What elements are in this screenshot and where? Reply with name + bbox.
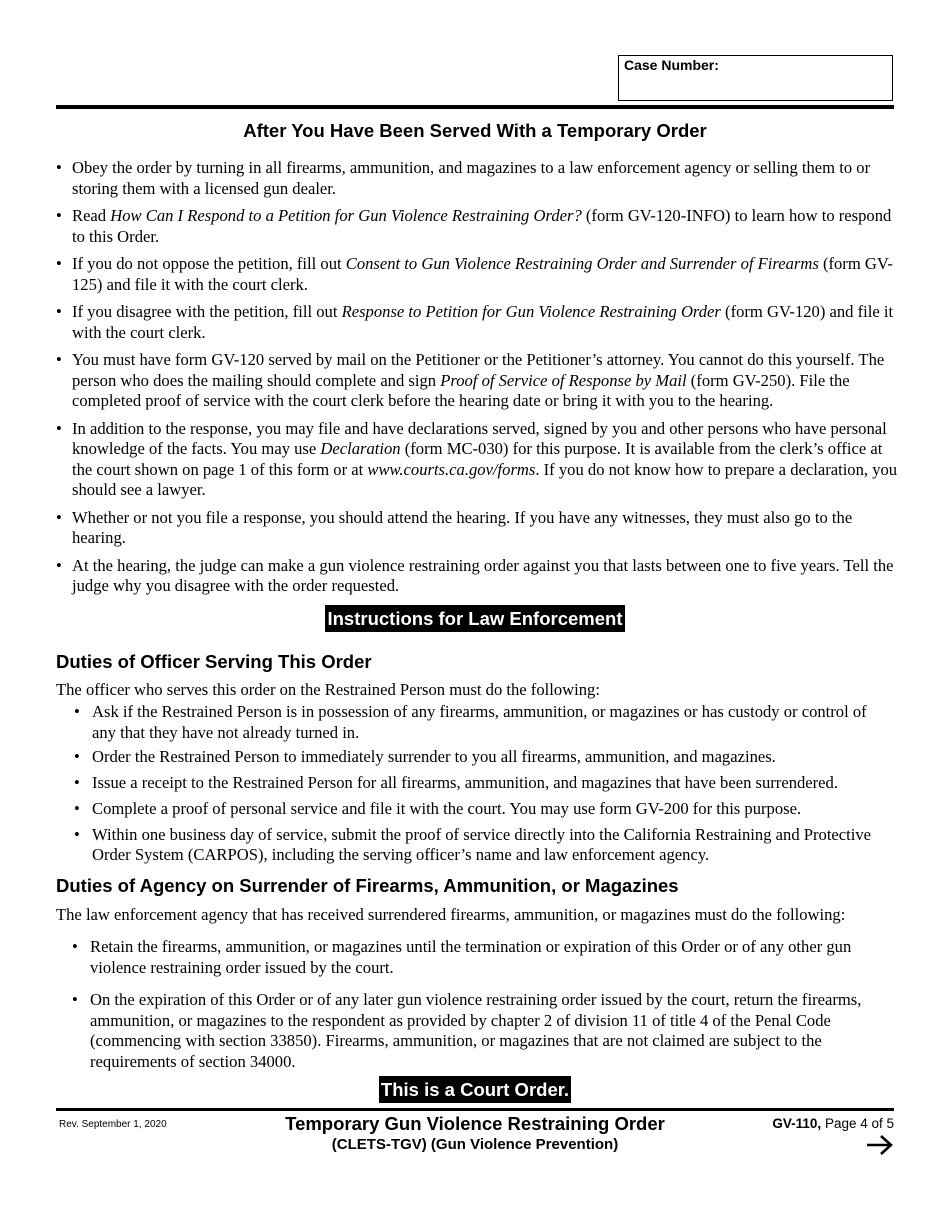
bullet-dot: • <box>74 772 80 792</box>
agency-duties-intro: The law enforcement agency that has received surrendered firearms, ammunition, or magazines must do the following: <box>56 905 846 924</box>
header-rule <box>56 105 894 109</box>
revision-date: Rev. September 1, 2020 <box>59 1119 167 1130</box>
served-bullet-item <box>56 206 901 247</box>
bullet-text: Issue a receipt to the Restrained Person for all firearms, ammunition, and magazines that have been surrendered. <box>92 772 838 792</box>
form-title-reference: www.courts.ca.gov/forms <box>367 459 536 479</box>
bullet-dot: • <box>56 418 62 438</box>
agency-duty-item <box>72 990 892 1072</box>
bullet-text: At the hearing, the judge can make a gun violence restraining order against you that lasts between one to five years. Tell the judge why you disagree with the order requested. <box>72 555 894 595</box>
bullet-text: Order the Restrained Person to immediately surrender to you all firearms, ammunition, and magazines. <box>92 747 776 766</box>
bullet-dot: • <box>74 824 80 844</box>
bullet-text: You must have form GV-120 served by mail on the Petitioner or the Petitioner’s attorney. You cannot do this yourself. The person who does the mailing should complete and sign <box>72 350 885 390</box>
bullet-text: . If you do not know how to prepare a declaration, you should see a lawyer. <box>72 459 898 499</box>
bullet-text: (form MC-030) for this purpose. It is available from the clerk’s office at the court shown on page 1 of this form or at <box>72 439 883 479</box>
served-bullet-item <box>56 419 901 501</box>
officer-duties-title: Duties of Officer Serving This Order <box>56 651 372 672</box>
form-title: Temporary Gun Violence Restraining Order <box>285 1113 665 1134</box>
bullet-dot: • <box>56 206 62 225</box>
served-bullet-item <box>56 302 901 343</box>
bullet-dot: • <box>56 254 62 273</box>
served-bullet-item <box>56 254 901 295</box>
officer-duty-item <box>74 773 894 794</box>
court-order-banner <box>0 1076 950 1103</box>
case-number-label: Case Number: <box>624 57 719 73</box>
bullet-text: If you disagree with the petition, fill out <box>72 302 342 321</box>
footer-rule <box>56 1108 894 1111</box>
bullet-text: Whether or not you file a response, you should attend the hearing. If you have any witnesses, they must also go to the hearing. <box>72 507 853 547</box>
form-title-reference: Response to Petition for Gun Violence Restraining Order <box>341 302 721 321</box>
form-id: GV-110, <box>772 1116 822 1131</box>
officer-duty-item <box>74 702 894 743</box>
bullet-dot: • <box>72 990 78 1009</box>
bullet-text: On the expiration of this Order or of any later gun violence restraining order issued by the court, return the firearms, ammunition, or magazines to the respondent as provided by chapter 2 of division 11 of title 4 of the Penal Code (commencing with section 33850). Firearms, ammunition, or magazines that are not claimed are subject to the requirements of section 34000. <box>90 990 862 1071</box>
bullet-dot: • <box>56 350 62 369</box>
served-section-title: After You Have Been Served With a Temporary Order <box>243 120 707 141</box>
bullet-text: In addition to the response, you may file and have declarations served, signed by you and other persons who have personal knowledge of the facts. You may use <box>72 418 887 458</box>
agency-bullet-list <box>72 937 892 1072</box>
served-bullet-item <box>56 350 901 412</box>
bullet-text: Read <box>72 206 111 225</box>
bullet-dot: • <box>56 158 62 177</box>
court-order-banner-text: This is a Court Order. <box>379 1076 571 1103</box>
page-number: Page 4 of 5 <box>821 1116 894 1131</box>
served-bullet-item <box>56 508 901 549</box>
case-number-box[interactable] <box>618 55 893 101</box>
form-title-reference: Proof of Service of Response by Mail <box>440 370 687 390</box>
bullet-dot: • <box>74 799 80 818</box>
bullet-text: Ask if the Restrained Person is in possession of any firearms, ammunition, or magazines or has custody or control of any that they have not already turned in. <box>92 702 867 742</box>
bullet-text: (form GV-250). File the completed proof of service with the court clerk before the hearing date or bring it with you to the hearing. <box>72 370 850 410</box>
form-title-reference: Declaration <box>320 439 401 458</box>
bullet-dot: • <box>74 702 80 721</box>
officer-duty-item <box>74 747 894 768</box>
bullet-text: (form GV-120-INFO) to learn how to respond to this Order. <box>72 206 892 246</box>
agency-duty-item <box>72 937 892 978</box>
bullet-dot: • <box>72 937 78 956</box>
bullet-text: Obey the order by turning in all firearms, ammunition, and magazines to a law enforcement agency or selling them to or storing them with a licensed gun dealer. <box>72 158 871 198</box>
form-title-reference: How Can I Respond to a Petition for Gun Violence Restraining Order? <box>110 206 582 225</box>
bullet-text: If you do not oppose the petition, fill out <box>72 254 346 273</box>
served-bullet-item <box>56 158 901 199</box>
agency-duties-title: Duties of Agency on Surrender of Firearms, Ammunition, or Magazines <box>56 875 679 896</box>
right-arrow-icon[interactable] <box>866 1134 894 1156</box>
officer-bullet-list <box>74 702 894 866</box>
bullet-text: (form GV-120) and file it with the court clerk. <box>72 302 894 342</box>
officer-duty-item <box>74 825 894 866</box>
officer-duties-intro: The officer who serves this order on the Restrained Person must do the following: <box>56 680 600 699</box>
page-indicator <box>772 1116 894 1131</box>
bullet-text: Within one business day of service, submit the proof of service directly into the California Restraining and Protective Order System (CARPOS), including the serving officer’s name and law enforcement agency. <box>92 824 872 864</box>
served-bullet-item <box>56 556 901 597</box>
bullet-dot: • <box>56 555 62 575</box>
bullet-dot: • <box>56 507 62 527</box>
bullet-dot: • <box>74 747 80 766</box>
bullet-text: Retain the firearms, ammunition, or magazines until the termination or expiration of this Order or of any other gun violence restraining order issued by the court. <box>90 937 852 977</box>
bullet-text: Complete a proof of personal service and file it with the court. You may use form GV-200 for this purpose. <box>92 799 802 818</box>
served-bullet-list <box>56 158 901 604</box>
bullet-text: (form GV-125) and file it with the court clerk. <box>72 254 893 294</box>
bullet-dot: • <box>56 302 62 321</box>
form-subtitle: (CLETS-TGV) (Gun Violence Prevention) <box>331 1136 619 1153</box>
form-title-reference: Consent to Gun Violence Restraining Order and Surrender of Firearms <box>345 254 819 273</box>
officer-duty-item <box>74 799 894 820</box>
law-enforcement-banner <box>0 605 950 632</box>
law-enforcement-banner-text: Instructions for Law Enforcement <box>325 605 624 632</box>
